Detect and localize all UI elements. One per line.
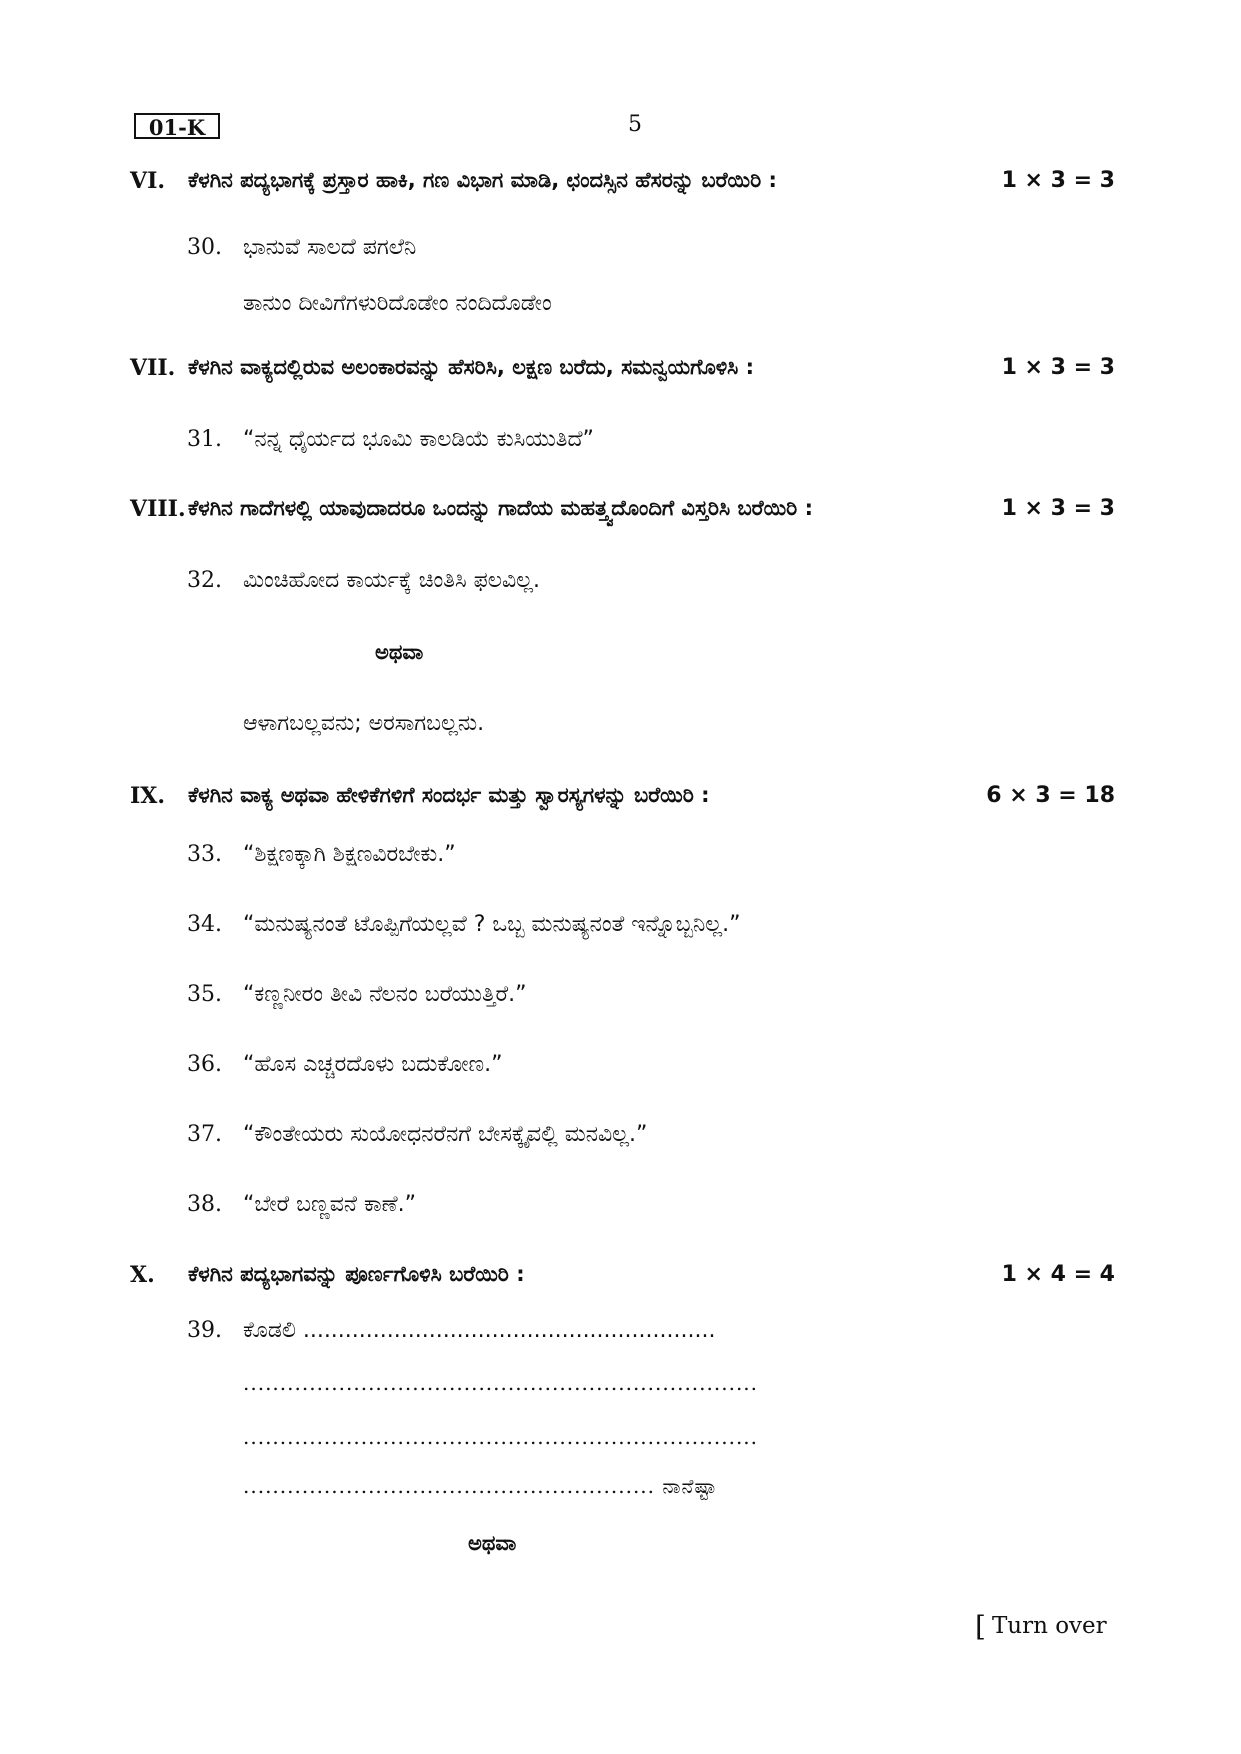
turn-over-text: Turn over: [991, 1613, 1107, 1639]
question-number: 33.: [187, 842, 222, 867]
question-text: “ಕಣ್ಣನೀರಂ ತೀವಿ ನೆಲನಂ ಬರೆಯುತ್ತಿರೆ.”: [243, 982, 527, 1007]
section-viii-heading: [130, 496, 1115, 530]
question-32-alternative: ಆಳಾಗಬಲ್ಲವನು; ಅರಸಾಗಬಲ್ಲನು.: [243, 711, 485, 736]
section-vi-heading: [130, 168, 1115, 202]
section-number: X.: [130, 1262, 155, 1288]
section-marks: 6 × 3 = 18: [986, 783, 1115, 808]
section-number: VIII.: [130, 496, 186, 522]
section-ix-heading: [130, 783, 1115, 817]
page-number: 5: [628, 112, 642, 137]
question-number: 32.: [187, 568, 222, 593]
section-title: ಕೆಳಗಿನ ಗಾದೆಗಳಲ್ಲಿ ಯಾವುದಾದರೂ ಒಂದನ್ನು ಗಾದೆಯ ಮಹತ್ತ್ವದೊಂದಿಗೆ ವಿಸ್ತರಿಸಿ ಬರೆಯಿರಿ :: [188, 496, 813, 520]
section-number: IX.: [130, 783, 166, 809]
question-30-line-2: ತಾನುಂ ದೀವಿಗೆಗಳುರಿದೊಡೇಂ ನಂದಿದೊಡೇಂ: [243, 291, 552, 316]
question-text: “ಶಿಕ್ಷಣಕ್ಕಾಗಿ ಶಿಕ್ಷಣವಿರಬೇಕು.”: [243, 842, 456, 867]
section-marks: 1 × 3 = 3: [1001, 355, 1115, 380]
section-marks: 1 × 4 = 4: [1001, 1262, 1115, 1287]
section-number: VII.: [130, 355, 176, 381]
or-separator: ಅಥವಾ: [375, 640, 424, 664]
question-text: “ಹೊಸ ಎಚ್ಚರದೊಳು ಬದುಕೋಣ.”: [243, 1052, 503, 1077]
question-text: “ಕೌಂತೇಯರು ಸುಯೋಧನರೆನಗೆ ಬೇಸಕ್ಕೈವಲ್ಲಿ ಮನವಿಲ್ಲ.”: [243, 1122, 648, 1147]
blank-line-2: ......................................................................: [243, 1371, 759, 1395]
section-x-heading: [130, 1262, 1115, 1296]
section-title: ಕೆಳಗಿನ ವಾಕ್ಯದಲ್ಲಿರುವ ಅಲಂಕಾರವನ್ನು ಹೆಸರಿಸಿ, ಲಕ್ಷಣ ಬರೆದು, ಸಮನ್ವಯಗೊಳಿಸಿ :: [188, 355, 755, 379]
section-number: VI.: [130, 168, 166, 194]
question-number: 37.: [187, 1122, 222, 1147]
blank-line-3: ......................................................................: [243, 1425, 759, 1449]
question-number: 39.: [187, 1318, 222, 1343]
or-separator: ಅಥವಾ: [468, 1531, 517, 1555]
question-text: “ಮನುಷ್ಯನಂತೆ ಟೊಪ್ಪಿಗೆಯಲ್ಲವೆ ? ಒಬ್ಬ ಮನುಷ್ಯನಂತೆ ಇನ್ನೊಬ್ಬನಿಲ್ಲ.”: [243, 912, 741, 937]
section-vii-heading: [130, 355, 1115, 389]
question-text: ಕೊಡಲಿ ...........................................................: [243, 1318, 716, 1343]
section-marks: 1 × 3 = 3: [1001, 168, 1115, 193]
question-number: 31.: [187, 427, 222, 452]
question-text: “ನನ್ನ ಧೈರ್ಯದ ಭೂಮಿ ಕಾಲಡಿಯೆ ಕುಸಿಯುತಿದೆ”: [243, 427, 594, 452]
blank-line-4: ........................................................ ನಾನೆಷ್ಟಾ: [243, 1474, 718, 1498]
question-number: 36.: [187, 1052, 222, 1077]
question-number: 30.: [187, 235, 222, 260]
turn-over-note: [975, 1610, 1107, 1643]
section-title: ಕೆಳಗಿನ ಪದ್ಯಭಾಗವನ್ನು ಪೂರ್ಣಗೊಳಿಸಿ ಬರೆಯಿರಿ :: [188, 1262, 525, 1286]
question-number: 38.: [187, 1192, 222, 1217]
question-text: “ಬೇರೆ ಬಣ್ಣವನೆ ಕಾಣೆ.”: [243, 1192, 417, 1217]
question-text: ಭಾನುವೆ ಸಾಲದೆ ಪಗಲೆನಿ: [243, 235, 417, 260]
question-text: ಮಿಂಚಿಹೋದ ಕಾರ್ಯಕ್ಕೆ ಚಿಂತಿಸಿ ಫಲವಿಲ್ಲ.: [243, 568, 541, 593]
section-marks: 1 × 3 = 3: [1001, 496, 1115, 521]
question-number: 34.: [187, 912, 222, 937]
paper-code-box: 01-K: [134, 113, 220, 139]
bracket-glyph: [: [975, 1610, 986, 1643]
section-title: ಕೆಳಗಿನ ವಾಕ್ಯ ಅಥವಾ ಹೇಳಿಕೆಗಳಿಗೆ ಸಂದರ್ಭ ಮತ್ತು ಸ್ವಾರಸ್ಯಗಳನ್ನು ಬರೆಯಿರಿ :: [188, 783, 710, 807]
section-title: ಕೆಳಗಿನ ಪದ್ಯಭಾಗಕ್ಕೆ ಪ್ರಸ್ತಾರ ಹಾಕಿ, ಗಣ ವಿಭಾಗ ಮಾಡಿ, ಛಂದಸ್ಸಿನ ಹೆಸರನ್ನು ಬರೆಯಿರಿ :: [188, 168, 777, 192]
question-number: 35.: [187, 982, 222, 1007]
